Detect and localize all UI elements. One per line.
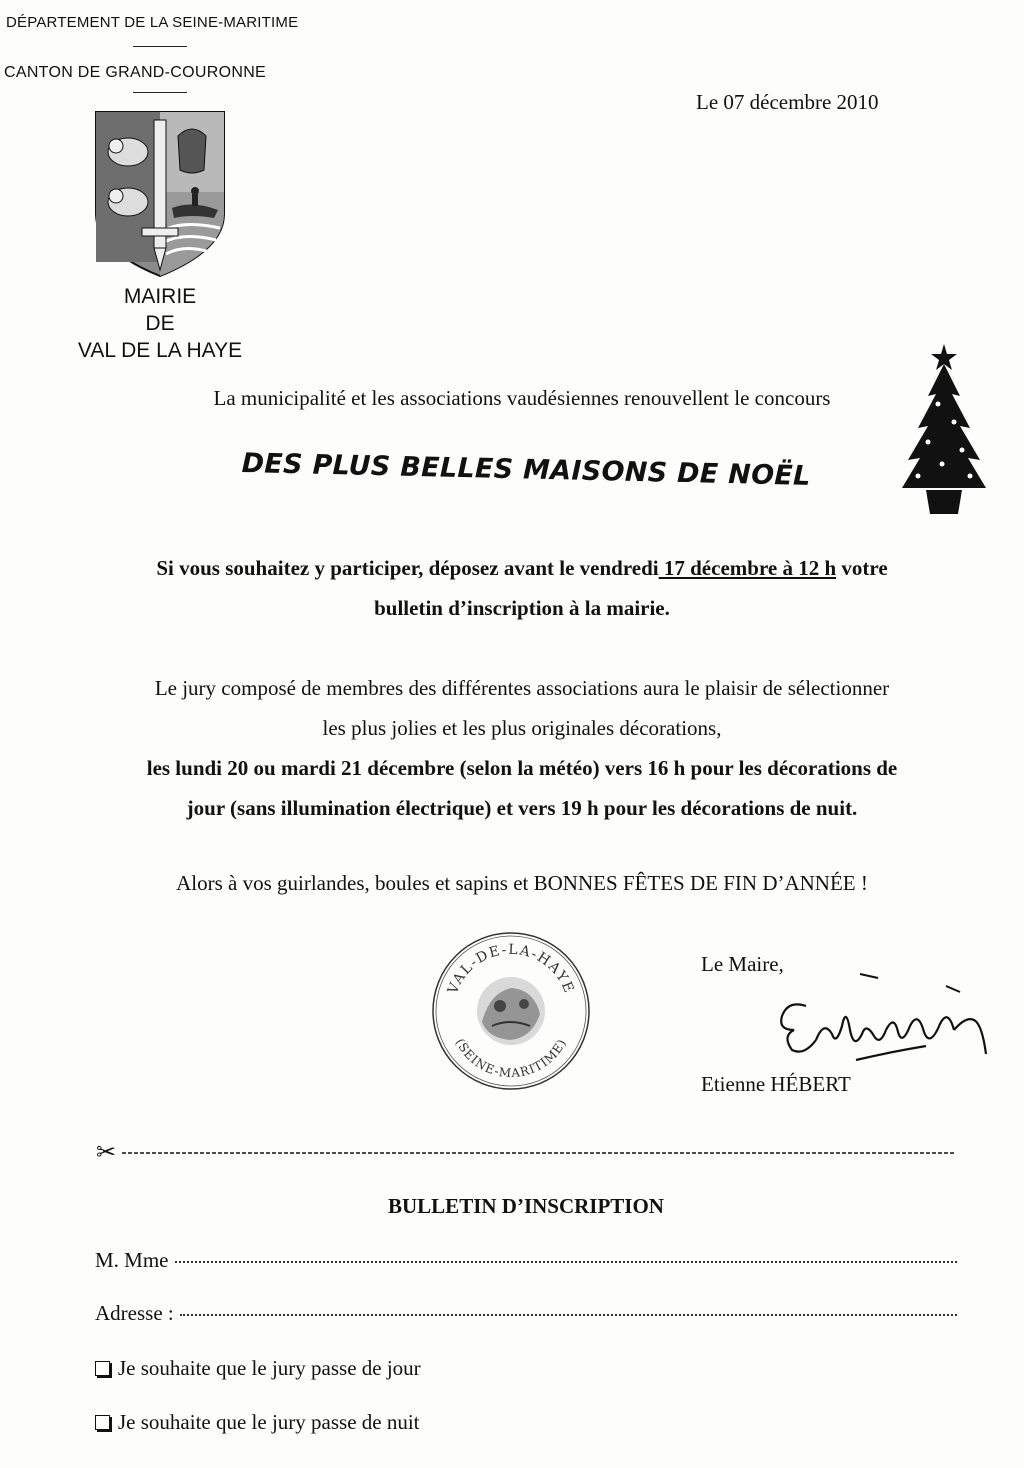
night-option[interactable]	[95, 1410, 420, 1435]
participation-text: Si vous souhaitez y participer, déposez avant le vendredi	[156, 556, 659, 580]
mairie-block	[60, 283, 260, 364]
address-field[interactable]	[95, 1301, 957, 1326]
divider	[133, 46, 187, 47]
mairie-line: MAIRIE	[123, 285, 197, 308]
letter-date: Le 07 décembre 2010	[696, 90, 879, 114]
mayor-name: Etienne HÉBERT	[701, 1072, 851, 1096]
mairie-line: VAL DE LA HAYE	[77, 339, 243, 362]
form-title: BULLETIN D’INSCRIPTION	[388, 1194, 664, 1218]
jury-line: les lundi 20 ou mardi 21 décembre (selon la météo) vers 16 h pour les décorations de	[146, 756, 898, 780]
night-checkbox[interactable]	[95, 1415, 110, 1430]
headline: DES PLUS BELLES MAISONS DE NOËL	[241, 448, 811, 492]
name-input-line[interactable]	[175, 1261, 958, 1263]
closing-text: Alors à vos guirlandes, boules et sapins et BONNES FÊTES DE FIN D’ANNÉE !	[176, 871, 868, 895]
day-checkbox[interactable]	[95, 1361, 110, 1376]
participation-text: votre	[836, 556, 888, 580]
jury-line: jour (sans illumination électrique) et vers 19 h pour les décorations de nuit.	[186, 796, 858, 820]
scissors-icon: ✂	[96, 1138, 117, 1166]
participation-line: bulletin d’inscription à la mairie.	[374, 596, 670, 620]
participation-line	[0, 548, 1024, 588]
cut-line	[96, 1140, 956, 1164]
address-label: Adresse :	[95, 1301, 174, 1325]
signature-title: Le Maire,	[701, 952, 784, 976]
day-option-label: Je souhaite que le jury passe de jour	[118, 1356, 421, 1380]
deadline: 17 décembre à 12 h	[658, 556, 837, 580]
divider	[133, 92, 187, 93]
handwritten-signature	[770, 960, 1000, 1070]
department-line: DÉPARTEMENT DE LA SEINE-MARITIME	[6, 14, 299, 31]
mairie-line: DE	[145, 312, 175, 335]
intro-text: La municipalité et les associations vaudésiennes renouvellent le concours	[213, 386, 831, 410]
christmas-tree-icon	[898, 342, 990, 518]
official-seal-icon	[430, 930, 592, 1092]
day-option[interactable]	[95, 1356, 421, 1381]
name-field[interactable]	[95, 1248, 957, 1273]
seal-top-text: VAL-DE-LA-HAYE	[444, 941, 578, 997]
seal-bottom-text: (SEINE-MARITIME)	[452, 1036, 570, 1081]
participation-paragraph	[0, 548, 1024, 628]
coat-of-arms-icon	[94, 110, 226, 278]
night-option-label: Je souhaite que le jury passe de nuit	[118, 1410, 420, 1434]
jury-line: Le jury composé de membres des différentes associations aura le plaisir de sélectionner	[154, 676, 890, 700]
name-label: M. Mme	[95, 1248, 169, 1272]
address-input-line[interactable]	[180, 1314, 957, 1316]
jury-paragraph	[0, 668, 1024, 828]
jury-line: les plus jolies et les plus originales décorations,	[322, 716, 722, 740]
canton-line: CANTON DE GRAND-COURONNE	[4, 64, 267, 81]
